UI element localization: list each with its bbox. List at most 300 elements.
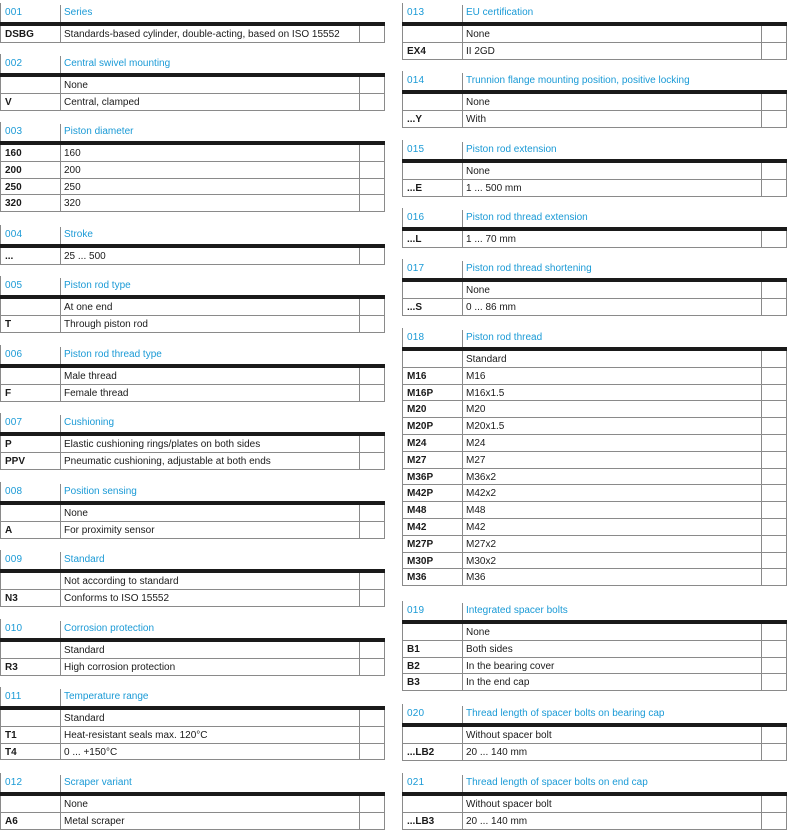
option-description: 200 xyxy=(64,164,81,176)
option-row xyxy=(402,727,787,744)
section-number: 010 xyxy=(5,623,23,634)
option-description: None xyxy=(466,166,490,177)
section-number: 008 xyxy=(5,486,23,497)
section-number: 006 xyxy=(5,349,23,360)
section-header xyxy=(402,208,787,227)
selection-cell xyxy=(761,727,762,743)
cell-divider xyxy=(60,145,61,161)
option-row xyxy=(402,385,787,402)
option-code: 200 xyxy=(5,164,22,176)
option-row xyxy=(402,536,787,553)
option-code: M16P xyxy=(407,387,434,399)
section-header xyxy=(402,259,787,278)
option-section-006 xyxy=(0,345,385,402)
section-title: Scraper variant xyxy=(64,777,132,788)
header-divider xyxy=(60,124,61,141)
section-title: Position sensing xyxy=(64,486,137,497)
cell-divider xyxy=(462,536,463,552)
cell-divider xyxy=(60,179,61,195)
cell-divider xyxy=(60,522,61,538)
option-code: M20P xyxy=(407,421,434,433)
option-row xyxy=(402,43,787,60)
selection-cell xyxy=(359,796,360,812)
option-description: 160 xyxy=(64,148,81,159)
selection-cell xyxy=(761,111,762,127)
section-header xyxy=(0,773,385,792)
option-code: F xyxy=(5,387,12,399)
cell-divider xyxy=(60,505,61,521)
section-header xyxy=(402,773,787,792)
selection-cell xyxy=(359,505,360,521)
header-divider xyxy=(462,73,463,90)
option-row xyxy=(402,744,787,761)
cell-divider xyxy=(60,195,61,211)
section-number: 013 xyxy=(407,7,425,18)
option-description: M27 xyxy=(466,454,486,466)
option-description: 25 ... 500 xyxy=(64,251,106,262)
selection-cell xyxy=(359,145,360,161)
option-row xyxy=(0,368,385,385)
section-header xyxy=(402,704,787,723)
option-row xyxy=(402,796,787,813)
option-description: M30x2 xyxy=(466,555,497,567)
selection-cell xyxy=(761,94,762,110)
cell-divider xyxy=(60,299,61,315)
option-description: M24 xyxy=(466,437,486,449)
cell-divider xyxy=(60,385,61,401)
section-title: Piston rod thread xyxy=(466,332,543,343)
section-number: 002 xyxy=(5,58,23,69)
option-description: Conforms to ISO 15552 xyxy=(64,592,170,604)
option-description: II 2GD xyxy=(466,45,495,57)
option-row xyxy=(0,573,385,590)
selection-cell xyxy=(761,485,762,501)
header-divider xyxy=(60,56,61,73)
selection-cell xyxy=(359,522,360,538)
option-section-014 xyxy=(402,71,787,128)
cell-divider xyxy=(60,796,61,812)
section-title: Series xyxy=(64,7,93,18)
section-number: 015 xyxy=(407,144,425,155)
option-description: 20 ... 140 mm xyxy=(466,746,528,758)
option-code: M24 xyxy=(407,437,427,449)
option-row xyxy=(402,94,787,111)
option-code: R3 xyxy=(5,661,18,673)
header-divider xyxy=(462,142,463,159)
selection-cell xyxy=(359,727,360,743)
selection-cell xyxy=(761,180,762,196)
section-header xyxy=(0,619,385,638)
selection-cell xyxy=(761,163,762,179)
option-description: M20x1.5 xyxy=(466,421,505,433)
option-row xyxy=(402,26,787,43)
option-description: High corrosion protection xyxy=(64,661,176,673)
option-description: Standards-based cylinder, double-acting, based on ISO 15552 xyxy=(64,29,340,40)
selection-cell xyxy=(761,658,762,674)
option-row xyxy=(402,485,787,502)
cell-divider xyxy=(462,674,463,690)
option-description: Pneumatic cushioning, adjustable at both ends xyxy=(64,455,271,467)
option-description: Metal scraper xyxy=(64,815,125,827)
section-header xyxy=(0,550,385,569)
option-section-018 xyxy=(402,328,787,586)
option-code: M27P xyxy=(407,538,434,550)
cell-divider xyxy=(462,553,463,569)
option-row xyxy=(402,401,787,418)
selection-cell xyxy=(761,231,762,247)
option-row xyxy=(402,674,787,691)
option-code: A xyxy=(5,524,13,536)
option-description: 0 ... +150°C xyxy=(64,746,118,758)
option-code: N3 xyxy=(5,592,18,604)
cell-divider xyxy=(60,368,61,384)
option-description: 1 ... 70 mm xyxy=(466,234,517,245)
option-row xyxy=(0,522,385,539)
cell-divider xyxy=(462,163,463,179)
cell-divider xyxy=(60,453,61,469)
option-description: 1 ... 500 mm xyxy=(466,182,522,194)
option-code: B2 xyxy=(407,660,420,672)
option-description: M36 xyxy=(466,572,486,584)
section-title: EU certification xyxy=(466,7,534,18)
option-description: At one end xyxy=(64,302,113,313)
option-description: None xyxy=(466,627,490,638)
section-number: 021 xyxy=(407,777,425,788)
option-description: Female thread xyxy=(64,387,129,399)
selection-cell xyxy=(359,162,360,178)
selection-cell xyxy=(761,282,762,298)
option-row xyxy=(0,385,385,402)
section-title: Thread length of spacer bolts on bearing cap xyxy=(466,708,665,719)
cell-divider xyxy=(462,469,463,485)
section-title: Cushioning xyxy=(64,417,115,428)
option-section-012 xyxy=(0,773,385,830)
section-number: 005 xyxy=(5,280,23,291)
selection-cell xyxy=(761,536,762,552)
section-header xyxy=(402,601,787,620)
section-number: 004 xyxy=(5,229,23,240)
option-row xyxy=(0,162,385,179)
option-row xyxy=(0,248,385,265)
cell-divider xyxy=(462,418,463,434)
cell-divider xyxy=(462,111,463,127)
option-code: 250 xyxy=(5,181,22,193)
selection-cell xyxy=(761,351,762,367)
selection-cell xyxy=(359,642,360,658)
option-row xyxy=(402,351,787,368)
cell-divider xyxy=(60,26,61,42)
cell-divider xyxy=(462,744,463,760)
section-number: 019 xyxy=(407,605,425,616)
section-header xyxy=(0,276,385,295)
section-number: 017 xyxy=(407,263,425,274)
selection-cell xyxy=(761,385,762,401)
option-code: V xyxy=(5,96,12,108)
section-title: Temperature range xyxy=(64,691,149,702)
option-code: ...LB3 xyxy=(407,815,435,827)
option-code: EX4 xyxy=(407,45,426,57)
header-divider xyxy=(60,5,61,22)
cell-divider xyxy=(462,368,463,384)
cell-divider xyxy=(60,162,61,178)
selection-cell xyxy=(761,435,762,451)
cell-divider xyxy=(60,727,61,743)
option-description: M27x2 xyxy=(466,538,497,550)
section-header xyxy=(0,54,385,73)
section-number: 016 xyxy=(407,212,425,223)
option-description: 0 ... 86 mm xyxy=(466,301,517,313)
cell-divider xyxy=(462,26,463,42)
cell-divider xyxy=(60,77,61,93)
option-section-003 xyxy=(0,122,385,212)
section-title: Standard xyxy=(64,554,105,565)
header-divider xyxy=(60,347,61,364)
section-header xyxy=(0,482,385,501)
option-description: M42x2 xyxy=(466,488,497,500)
option-row xyxy=(0,299,385,316)
selection-cell xyxy=(359,248,360,264)
option-row xyxy=(0,179,385,196)
section-header xyxy=(0,3,385,22)
selection-cell xyxy=(761,624,762,640)
option-code: M36 xyxy=(407,572,427,584)
section-title: Piston rod thread shortening xyxy=(466,263,592,274)
selection-cell xyxy=(761,674,762,690)
option-description: M16 xyxy=(466,370,486,382)
option-description: 320 xyxy=(64,198,81,210)
option-row xyxy=(0,727,385,744)
option-code: ... xyxy=(5,251,14,262)
section-title: Trunnion flange mounting position, positive locking xyxy=(466,75,690,86)
header-divider xyxy=(462,210,463,227)
option-code: M16 xyxy=(407,370,427,382)
cell-divider xyxy=(60,316,61,332)
option-code: 320 xyxy=(5,198,22,210)
cell-divider xyxy=(462,658,463,674)
option-row xyxy=(402,418,787,435)
cell-divider xyxy=(462,231,463,247)
option-description: M48 xyxy=(466,505,486,517)
option-row xyxy=(402,624,787,641)
selection-cell xyxy=(359,659,360,675)
section-header xyxy=(402,328,787,347)
section-number: 012 xyxy=(5,777,23,788)
cell-divider xyxy=(462,485,463,501)
selection-cell xyxy=(761,813,762,829)
cell-divider xyxy=(60,642,61,658)
cell-divider xyxy=(462,502,463,518)
option-section-009 xyxy=(0,550,385,607)
selection-cell xyxy=(359,26,360,42)
section-number: 001 xyxy=(5,7,23,18)
section-header xyxy=(402,3,787,22)
option-row xyxy=(0,710,385,727)
cell-divider xyxy=(60,590,61,606)
option-description: Standard xyxy=(64,713,105,724)
selection-cell xyxy=(359,573,360,589)
header-divider xyxy=(60,621,61,638)
header-divider xyxy=(60,227,61,244)
selection-cell xyxy=(761,26,762,42)
cell-divider xyxy=(462,727,463,743)
cell-divider xyxy=(60,710,61,726)
cell-divider xyxy=(462,94,463,110)
selection-cell xyxy=(359,453,360,469)
option-row xyxy=(0,94,385,111)
option-description: None xyxy=(64,799,88,810)
option-row xyxy=(0,590,385,607)
cell-divider xyxy=(60,659,61,675)
selection-cell xyxy=(761,299,762,315)
option-row xyxy=(402,231,787,248)
selection-cell xyxy=(359,710,360,726)
section-number: 003 xyxy=(5,126,23,137)
cell-divider xyxy=(462,813,463,829)
section-title: Integrated spacer bolts xyxy=(466,605,568,616)
option-row xyxy=(0,145,385,162)
cell-divider xyxy=(462,452,463,468)
option-code: T xyxy=(5,318,12,330)
option-code: ...LB2 xyxy=(407,746,435,758)
cell-divider xyxy=(60,94,61,110)
cell-divider xyxy=(462,299,463,315)
selection-cell xyxy=(359,316,360,332)
header-divider xyxy=(462,775,463,792)
option-code: T4 xyxy=(5,746,17,758)
option-row xyxy=(0,659,385,676)
cell-divider xyxy=(462,385,463,401)
option-code: 160 xyxy=(5,148,22,159)
option-description: M20 xyxy=(466,404,486,416)
option-description: None xyxy=(466,29,490,40)
option-section-008 xyxy=(0,482,385,539)
option-row xyxy=(0,77,385,94)
cell-divider xyxy=(462,43,463,59)
option-section-015 xyxy=(402,140,787,197)
section-header xyxy=(402,140,787,159)
header-divider xyxy=(462,5,463,22)
option-description: None xyxy=(466,285,490,296)
option-section-005 xyxy=(0,276,385,333)
cell-divider xyxy=(462,641,463,657)
section-number: 011 xyxy=(5,691,22,702)
option-description: M42 xyxy=(466,521,486,533)
option-code: M48 xyxy=(407,505,427,517)
option-row xyxy=(402,569,787,586)
option-row xyxy=(402,469,787,486)
option-description: Standard xyxy=(64,645,105,656)
option-row xyxy=(0,642,385,659)
section-title: Corrosion protection xyxy=(64,623,155,634)
option-row xyxy=(0,813,385,830)
cell-divider xyxy=(462,624,463,640)
selection-cell xyxy=(359,744,360,760)
selection-cell xyxy=(761,502,762,518)
selection-cell xyxy=(359,94,360,110)
option-description: Male thread xyxy=(64,371,117,382)
selection-cell xyxy=(359,195,360,211)
option-description: Not according to standard xyxy=(64,576,179,587)
selection-cell xyxy=(761,553,762,569)
option-section-007 xyxy=(0,413,385,470)
option-section-004 xyxy=(0,225,385,265)
option-description: 20 ... 140 mm xyxy=(466,815,528,827)
cell-divider xyxy=(462,569,463,585)
section-header xyxy=(0,225,385,244)
section-number: 007 xyxy=(5,417,23,428)
section-title: Piston rod thread type xyxy=(64,349,162,360)
option-row xyxy=(0,195,385,212)
option-code: ...S xyxy=(407,301,423,313)
option-row xyxy=(402,813,787,830)
option-code: A6 xyxy=(5,815,18,827)
cell-divider xyxy=(462,180,463,196)
option-description: With xyxy=(466,113,486,125)
section-title: Piston rod thread extension xyxy=(466,212,588,223)
option-row xyxy=(0,505,385,522)
option-code: T1 xyxy=(5,729,17,741)
option-row xyxy=(402,282,787,299)
option-code: M42P xyxy=(407,488,434,500)
section-number: 009 xyxy=(5,554,23,565)
option-section-019 xyxy=(402,601,787,691)
option-code: M42 xyxy=(407,521,427,533)
option-row xyxy=(402,163,787,180)
option-code: B3 xyxy=(407,677,420,689)
selection-cell xyxy=(359,385,360,401)
cell-divider xyxy=(60,573,61,589)
header-divider xyxy=(60,484,61,501)
section-header xyxy=(0,687,385,706)
selection-cell xyxy=(761,452,762,468)
option-section-001 xyxy=(0,3,385,43)
section-header xyxy=(0,122,385,141)
selection-cell xyxy=(761,368,762,384)
header-divider xyxy=(462,706,463,723)
option-section-016 xyxy=(402,208,787,248)
option-code: M30P xyxy=(407,555,434,567)
option-code: M27 xyxy=(407,454,427,466)
header-divider xyxy=(462,330,463,347)
section-number: 014 xyxy=(407,75,425,86)
option-description: Without spacer bolt xyxy=(466,730,552,741)
option-section-011 xyxy=(0,687,385,760)
option-section-021 xyxy=(402,773,787,830)
header-divider xyxy=(60,278,61,295)
cell-divider xyxy=(462,351,463,367)
selection-cell xyxy=(359,77,360,93)
section-header xyxy=(0,345,385,364)
option-code: ...Y xyxy=(407,113,423,125)
selection-cell xyxy=(761,401,762,417)
option-row xyxy=(402,519,787,536)
option-description: Through piston rod xyxy=(64,318,148,330)
option-code: M36P xyxy=(407,471,434,483)
selection-cell xyxy=(359,368,360,384)
selection-cell xyxy=(761,744,762,760)
cell-divider xyxy=(60,744,61,760)
option-row xyxy=(402,502,787,519)
header-divider xyxy=(60,415,61,432)
option-row xyxy=(402,435,787,452)
header-divider xyxy=(60,689,61,706)
selection-cell xyxy=(761,796,762,812)
option-row xyxy=(0,453,385,470)
selection-cell xyxy=(761,469,762,485)
selection-cell xyxy=(761,641,762,657)
option-code: P xyxy=(5,439,12,450)
option-section-013 xyxy=(402,3,787,60)
